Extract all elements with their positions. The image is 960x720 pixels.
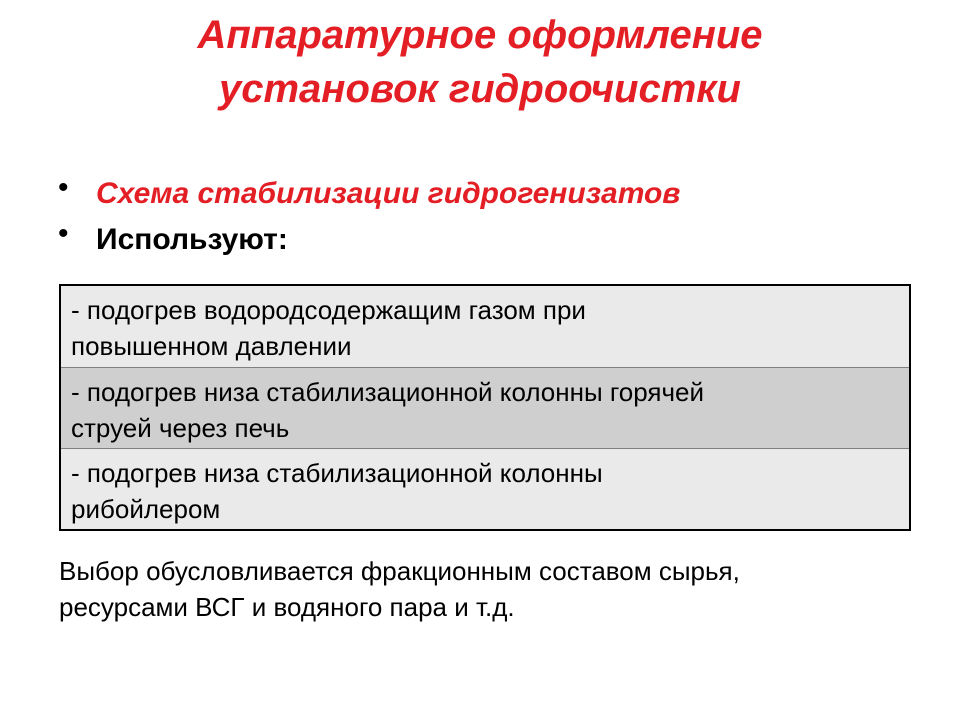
method-line: - подогрев низа стабилизационной колонны: [71, 458, 603, 488]
method-row: [61, 286, 909, 367]
title-line-2: установок гидроочистки: [219, 67, 741, 111]
method-line: струей через печь: [71, 413, 290, 443]
method-line: повышенном давлении: [71, 331, 352, 361]
title-line-1: Аппаратурное оформление: [197, 13, 763, 57]
method-row: [61, 448, 909, 529]
method-line: рибойлером: [71, 494, 221, 524]
methods-table: [59, 284, 911, 531]
method-row: [61, 367, 909, 448]
bullet-text-scheme: Схема стабилизации гидрогенизатов: [96, 177, 681, 210]
bullet-list: [58, 170, 918, 262]
bullet-text-use: Используют:: [96, 223, 288, 256]
bullet-dot-icon: •: [58, 217, 69, 250]
selection-note: [59, 553, 955, 625]
method-line: - подогрев низа стабилизационной колонны горячей: [71, 377, 705, 407]
note-line-1: Выбор обусловливается фракционным составом сырья,: [59, 556, 740, 586]
note-line-2: ресурсами ВСГ и водяного пара и т.д.: [59, 592, 515, 622]
bullet-item-use: [58, 216, 918, 262]
method-line: - подогрев водородсодержащим газом при: [71, 295, 586, 325]
slide-title: [0, 8, 960, 116]
bullet-dot-icon: •: [58, 171, 69, 204]
bullet-item-scheme: [58, 170, 918, 216]
